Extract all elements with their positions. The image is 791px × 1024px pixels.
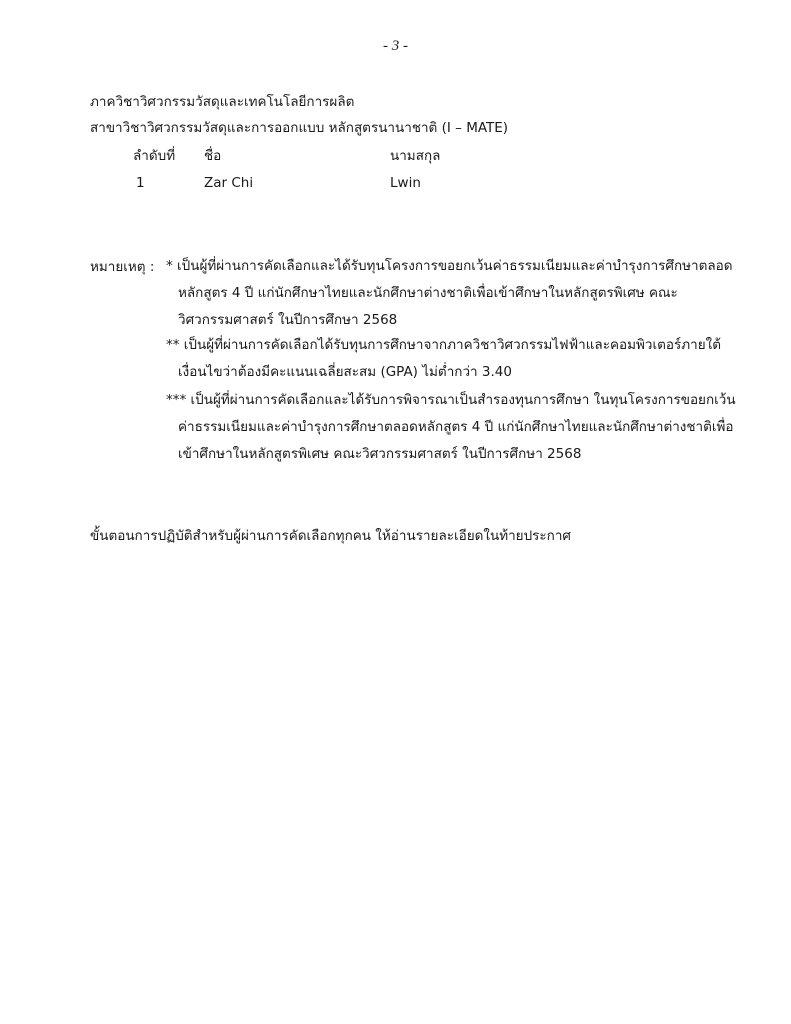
department-heading: ภาควิชาวิศวกรรมวัสดุและเทคโนโลยีการผลิต bbox=[90, 94, 355, 110]
note-marker: * bbox=[166, 258, 173, 274]
note-line: วิศวกรรมศาสตร์ ในปีการศึกษา 2568 bbox=[178, 312, 398, 328]
note-line: หลักสูตร 4 ปี แก่นักศึกษาไทยและนักศึกษาต่างชาติเพื่อเข้าศึกษาในหลักสูตรพิเศษ คณะ bbox=[178, 285, 678, 301]
program-heading: สาขาวิชาวิศวกรรมวัสดุและการออกแบบ หลักสูตรนานาชาติ (I – MATE) bbox=[90, 120, 509, 136]
note-line: เงื่อนไขว่าต้องมีคะแนนเฉลี่ยสะสม (GPA) ไม่ต่ำกว่า 3.40 bbox=[178, 364, 512, 380]
remark-note-1 bbox=[166, 253, 733, 334]
header-no: ลำดับที่ bbox=[133, 148, 176, 164]
page-number: - 3 - bbox=[383, 38, 408, 54]
remarks-label: หมายเหตุ : bbox=[90, 259, 155, 275]
procedure-text: ขั้นตอนการปฏิบัติสำหรับผู้ผ่านการคัดเลือกทุกคน ให้อ่านรายละเอียดในท้ายประกาศ bbox=[90, 528, 571, 544]
table-row bbox=[0, 173, 791, 195]
note-line: ค่าธรรมเนียมและค่าบำรุงการศึกษาตลอดหลักสูตร 4 ปี แก่นักศึกษาไทยและนักศึกษาต่างชาติเพื่อ bbox=[178, 419, 734, 435]
note-line: เข้าศึกษาในหลักสูตรพิเศษ คณะวิศวกรรมศาสตร์ ในปีการศึกษา 2568 bbox=[178, 446, 582, 462]
row-first-name: Zar Chi bbox=[204, 175, 254, 191]
note-marker: *** bbox=[166, 392, 187, 408]
remark-note-3 bbox=[166, 387, 736, 468]
row-last-name: Lwin bbox=[390, 175, 421, 191]
row-no: 1 bbox=[136, 175, 145, 191]
header-last-name: นามสกุล bbox=[390, 148, 441, 164]
table-header-row bbox=[0, 146, 791, 168]
note-marker: ** bbox=[166, 337, 180, 353]
note-line: เป็นผู้ที่ผ่านการคัดเลือกและได้รับการพิจารณาเป็นสำรองทุนการศึกษา ในทุนโครงการขอยกเว้น bbox=[190, 392, 736, 408]
note-line: เป็นผู้ที่ผ่านการคัดเลือกได้รับทุนการศึกษาจากภาควิชาวิศวกรรมไฟฟ้าและคอมพิวเตอร์ภายใต้ bbox=[183, 337, 721, 353]
header-first-name: ชื่อ bbox=[204, 148, 222, 164]
remark-note-2 bbox=[166, 332, 721, 386]
note-line: เป็นผู้ที่ผ่านการคัดเลือกและได้รับทุนโครงการขอยกเว้นค่าธรรมเนียมและค่าบำรุงการศึกษาตลอด bbox=[177, 258, 733, 274]
